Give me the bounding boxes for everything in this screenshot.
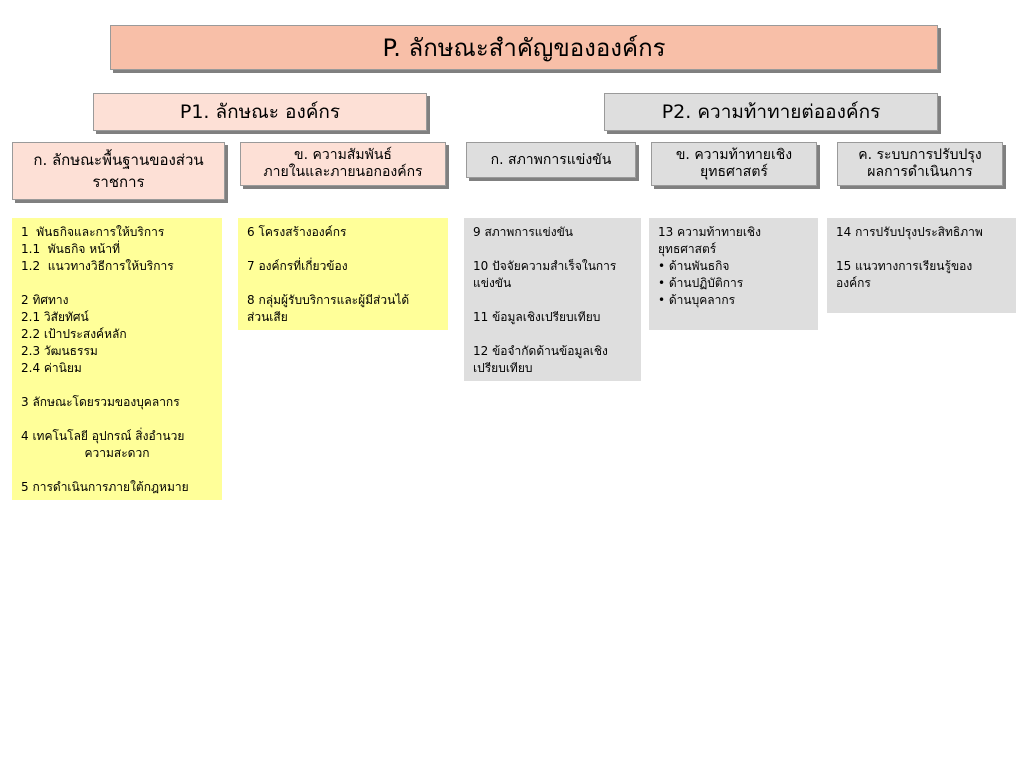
content-line: 5 การดำเนินการภายใต้กฎหมาย — [21, 480, 189, 494]
content-line: • ด้านปฏิบัติการ — [658, 276, 744, 290]
content-line: 11 ข้อมูลเชิงเปรียบเทียบ — [473, 310, 601, 324]
content-a2 — [464, 218, 641, 381]
content-line: องค์กร — [836, 276, 871, 290]
content-line: 2 ทิศทาง — [21, 293, 69, 307]
content-line: • ด้านพันธกิจ — [658, 259, 730, 273]
header-c2-line1: ค. ระบบการปรับปรุง — [858, 147, 982, 163]
content-line: ยุทธศาสตร์ — [658, 242, 717, 256]
content-line: ความสะดวก — [84, 446, 150, 460]
content-line: 2.3 วัฒนธรรม — [21, 344, 98, 358]
content-line: เปรียบเทียบ — [473, 361, 533, 375]
section-p2 — [604, 93, 938, 131]
content-line: 2.4 ค่านิยม — [21, 361, 82, 375]
content-b1 — [238, 218, 448, 330]
section-p1-label: P1. ลักษณะ องค์กร — [179, 101, 341, 123]
header-b2-line1: ข. ความท้าทายเชิง — [675, 147, 793, 163]
header-c2 — [837, 142, 1003, 186]
content-line: 15 แนวทางการเรียนรู้ของ — [836, 259, 973, 273]
content-a1 — [12, 218, 222, 500]
content-line: 2.2 เป้าประสงค์หลัก — [21, 327, 127, 341]
header-b2-line2: ยุทธศาสตร์ — [700, 164, 768, 180]
header-c2-line2: ผลการดำเนินการ — [867, 164, 973, 180]
header-a2-line1: ก. สภาพการแข่งขัน — [490, 151, 612, 168]
content-line: 13 ความท้าทายเชิง — [658, 225, 761, 239]
content-line: 9 สภาพการแข่งขัน — [473, 225, 573, 239]
header-b1-line2: ภายในและภายนอกองค์กร — [263, 164, 423, 180]
content-line: 6 โครงสร้างองค์กร — [247, 225, 347, 239]
section-p1 — [93, 93, 427, 131]
content-line: ส่วนเสีย — [247, 310, 288, 324]
header-a1-line1: ก. ลักษณะพื้นฐานของส่วน — [33, 151, 204, 169]
content-line: 1.1 พันธกิจ หน้าที่ — [21, 242, 121, 256]
header-a2 — [466, 142, 636, 178]
content-c2 — [827, 218, 1016, 313]
content-line: 1.2 แนวทางวิธีการให้บริการ — [21, 259, 174, 273]
content-line: 1 พันธกิจและการให้บริการ — [21, 225, 165, 239]
header-a1 — [12, 142, 225, 200]
content-line: 4 เทคโนโลยี อุปกรณ์ สิ่งอำนวย — [21, 429, 185, 443]
diagram-title-text: P. ลักษณะสำคัญขององค์กร — [382, 34, 666, 62]
content-line: • ด้านบุคลากร — [658, 293, 736, 307]
content-line: 3 ลักษณะโดยรวมของบุคลากร — [21, 395, 180, 409]
content-line: 8 กลุ่มผู้รับบริการและผู้มีส่วนได้ — [247, 293, 410, 307]
content-line: 7 องค์กรที่เกี่ยวข้อง — [247, 259, 348, 273]
content-line: 10 ปัจจัยความสำเร็จในการ — [473, 259, 617, 273]
content-line: 2.1 วิสัยทัศน์ — [21, 310, 89, 324]
header-b1-line1: ข. ความสัมพันธ์ — [294, 147, 392, 163]
section-p2-label: P2. ความท้าทายต่อองค์กร — [661, 101, 881, 123]
content-line: 14 การปรับปรุงประสิทธิภาพ — [836, 225, 983, 239]
header-b1 — [240, 142, 446, 186]
header-a1-line2: ราชการ — [92, 173, 145, 191]
content-line: แข่งขัน — [473, 276, 512, 290]
content-b2 — [649, 218, 818, 330]
header-b2 — [651, 142, 817, 186]
diagram-title — [110, 25, 938, 70]
content-line: 12 ข้อจำกัดด้านข้อมูลเชิง — [473, 344, 608, 358]
